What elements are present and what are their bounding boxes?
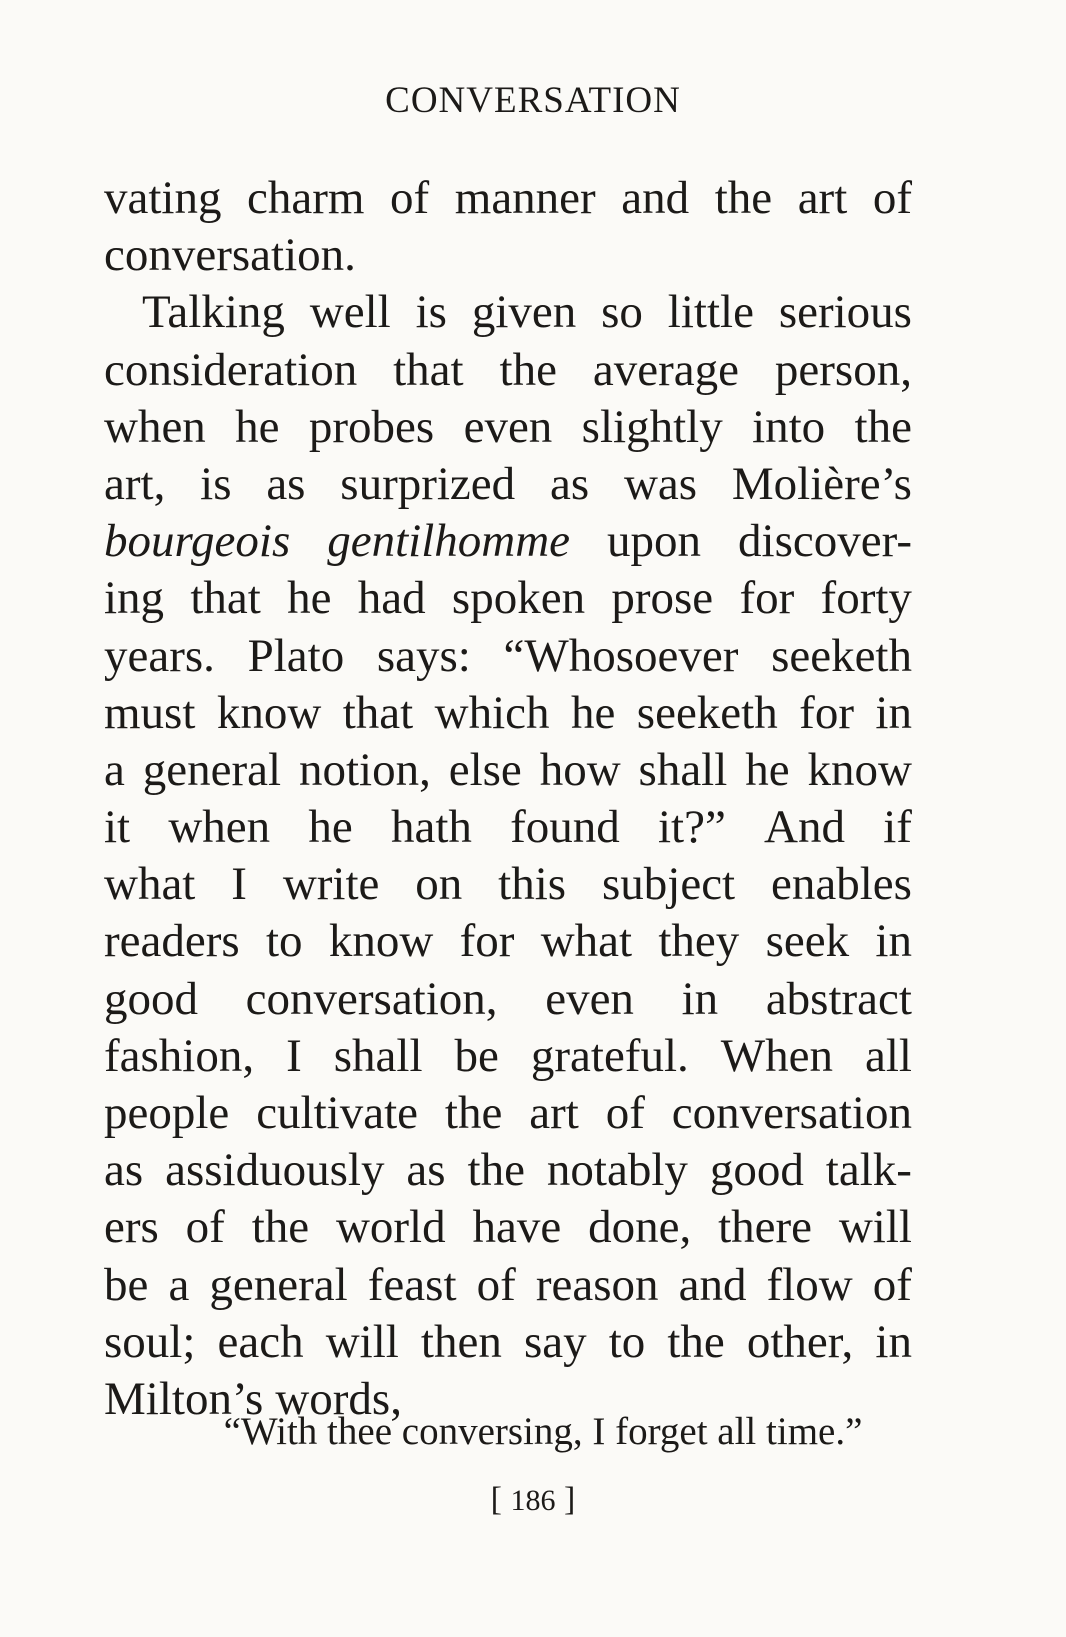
text-line: a general notion, else how shall he know (104, 743, 912, 796)
text-line: consideration that the average person, (104, 343, 912, 396)
text-line: art, is as surprized as was Molière’s (104, 457, 912, 510)
page-number: [ 186 ] (490, 1481, 576, 1518)
verse-quotation: “With thee conversing, I forget all time.” (223, 1410, 863, 1453)
running-head: CONVERSATION (385, 80, 681, 121)
text-line: fashion, I shall be grateful. When all (104, 1029, 912, 1082)
text-line: be a general feast of reason and flow of (104, 1258, 912, 1311)
text-line: ers of the world have done, there will (104, 1201, 912, 1254)
page-number-value: 186 (510, 1484, 556, 1517)
text-line: as assiduously as the notably good talk- (104, 1144, 912, 1197)
text-line: conversation. (104, 229, 356, 282)
text-line: Talking well is given so little serious (142, 286, 912, 339)
text-line: vating charm of manner and the art of (104, 172, 912, 224)
text-line: readers to know for what they seek in (104, 915, 912, 968)
text-line: must know that which he seeketh for in (104, 686, 912, 739)
text-line: it when he hath found it?” And if (104, 801, 912, 854)
text-line: bourgeois gentilhomme upon discover- (104, 515, 912, 568)
text-line: ing that he had spoken prose for forty (104, 572, 912, 625)
text-line: when he probes even slightly into the (104, 400, 912, 453)
body-text (104, 170, 912, 1428)
text-line: years. Plato says: “Whosoever seeketh (104, 629, 912, 682)
text-line: people cultivate the art of conversation (104, 1087, 912, 1139)
text-line: soul; each will then say to the other, in (104, 1315, 912, 1368)
text-line: Milton’s words, (104, 1372, 402, 1425)
text-line: good conversation, even in abstract (104, 972, 912, 1025)
text-line: what I write on this subject enables (104, 858, 912, 911)
